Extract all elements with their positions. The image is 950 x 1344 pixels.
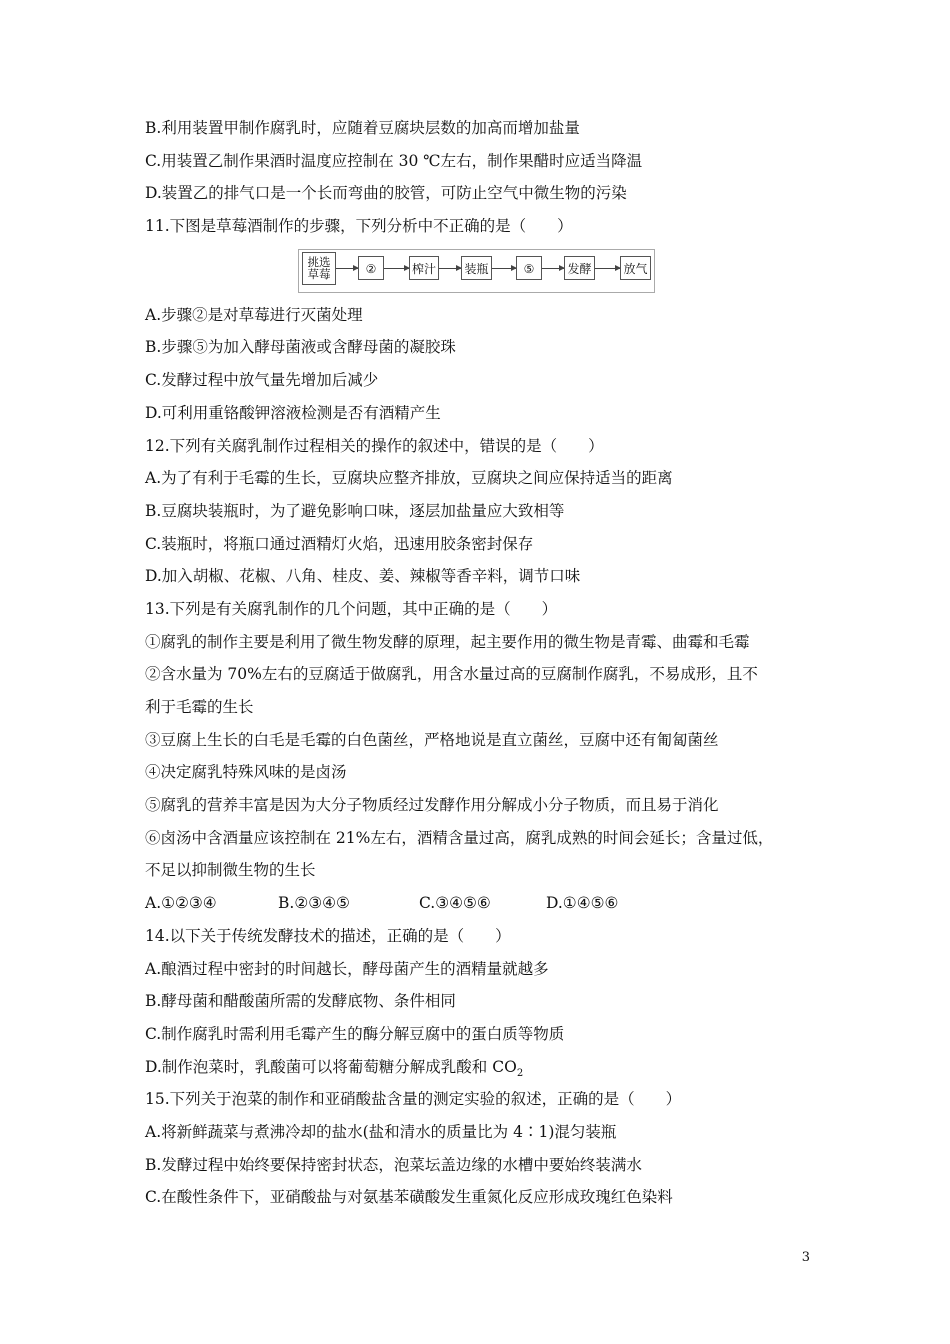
question-13-options [145, 887, 820, 920]
text-line: D.可利用重铬酸钾溶液检测是否有酒精产生 [145, 403, 441, 422]
subscript-2: 2 [516, 1067, 524, 1079]
question-14-stem: 14.以下关于传统发酵技术的描述，正确的是（ ） [145, 926, 511, 945]
text-line: C.发酵过程中放气量先增加后减少 [145, 371, 379, 390]
flow-arrow [595, 268, 620, 269]
flow-step-vent: 放气 [620, 256, 651, 280]
text-line: C.在酸性条件下，亚硝酸盐与对氨基苯磺酸发生重氮化反应形成玫瑰红色染料 [145, 1188, 673, 1207]
text-line: ①腐乳的制作主要是利用了微生物发酵的原理，起主要作用的微生物是青霉、曲霉和毛霉 [145, 632, 750, 651]
text-line: D.加入胡椒、花椒、八角、桂皮、姜、辣椒等香辛料，调节口味 [145, 567, 581, 586]
question-11-stem: 11.下图是草莓酒制作的步骤，下列分析中不正确的是（ ） [145, 217, 573, 236]
option-b: B.②③④⑤ [278, 894, 350, 913]
q14-d-text: D.制作泡菜时，乳酸菌可以将葡萄糖分解成乳酸和 CO [145, 1057, 517, 1076]
text-line: C.装瓶时，将瓶口通过酒精灯火焰，迅速用胶条密封保存 [145, 534, 534, 553]
question-12-stem: 12.下列有关腐乳制作过程相关的操作的叙述中，错误的是（ ） [145, 436, 604, 455]
text-line: B.豆腐块装瓶时，为了避免影响口味，逐层加盐量应大致相等 [145, 501, 565, 520]
text-line: A.步骤②是对草莓进行灭菌处理 [145, 305, 363, 324]
text-line: A.将新鲜蔬菜与煮沸冷却的盐水(盐和清水的质量比为 4∶1)混匀装瓶 [145, 1122, 617, 1141]
text-line [145, 1051, 820, 1084]
text-line: A.为了有利于毛霉的生长，豆腐块应整齐排放，豆腐块之间应保持适当的距离 [145, 469, 673, 488]
text-line: 利于毛霉的生长 [145, 698, 254, 716]
flow-step-ferment: 发酵 [564, 256, 595, 280]
text-line: B.酵母菌和醋酸菌所需的发酵底物、条件相同 [145, 992, 456, 1011]
text-line: D.装置乙的排气口是一个长而弯曲的胶管，可防止空气中微生物的污染 [145, 184, 627, 203]
text-line: ⑥卤汤中含酒量应该控制在 21%左右，酒精含量过高，腐乳成熟的时间会延长；含量过低， [145, 828, 774, 847]
flow-step-select-strawberry [302, 252, 336, 285]
text-line: C.制作腐乳时需利用毛霉产生的酶分解豆腐中的蛋白质等物质 [145, 1024, 565, 1043]
strawberry-wine-flowchart [145, 247, 820, 297]
text-line: B.步骤⑤为加入酵母菌液或含酵母菌的凝胶珠 [145, 338, 456, 357]
question-15-stem: 15.下列关于泡菜的制作和亚硝酸盐含量的测定实验的叙述，正确的是（ ） [145, 1090, 682, 1109]
flow-step-label: 挑选 [307, 255, 331, 270]
flow-step-2: ② [358, 256, 384, 280]
text-line: ②含水量为 70%左右的豆腐适于做腐乳，用含水量过高的豆腐制作腐乳，不易成形，且不 [145, 665, 758, 684]
text-line: B.利用装置甲制作腐乳时，应随着豆腐块层数的加高而增加盐量 [145, 119, 580, 137]
flow-arrow [384, 268, 409, 269]
flow-step-label: 草莓 [307, 267, 331, 282]
text-line: ⑤腐乳的营养丰富是因为大分子物质经过发酵作用分解成小分子物质，而且易于消化 [145, 796, 719, 815]
flow-arrow [336, 268, 358, 269]
flow-arrow [439, 268, 461, 269]
option-d: D.①④⑤⑥ [546, 894, 619, 913]
question-13-stem: 13.下列是有关腐乳制作的几个问题，其中正确的是（ ） [145, 599, 558, 618]
flow-arrow [492, 268, 516, 269]
flow-step-bottle: 装瓶 [461, 256, 492, 280]
document-body [145, 112, 820, 1214]
text-line: B.发酵过程中始终要保持密封状态，泡菜坛盖边缘的水槽中要始终装满水 [145, 1155, 642, 1174]
flow-step-5: ⑤ [516, 256, 542, 280]
text-line: ③豆腐上生长的白毛是毛霉的白色菌丝，严格地说是直立菌丝，豆腐中还有匍匐菌丝 [145, 730, 719, 749]
text-line: 不足以抑制微生物的生长 [145, 861, 316, 880]
option-c: C.③④⑤⑥ [419, 894, 491, 913]
flow-arrow [542, 268, 564, 269]
option-a: A.①②③④ [145, 894, 217, 913]
text-line: C.用装置乙制作果酒时温度应控制在 30 ℃左右，制作果醋时应适当降温 [145, 151, 643, 170]
text-line: A.酿酒过程中密封的时间越长，酵母菌产生的酒精量就越多 [145, 959, 549, 978]
flow-step-juice: 榨汁 [409, 256, 439, 280]
page-number: 3 [801, 1250, 810, 1265]
text-line: ④决定腐乳特殊风味的是卤汤 [145, 763, 347, 782]
